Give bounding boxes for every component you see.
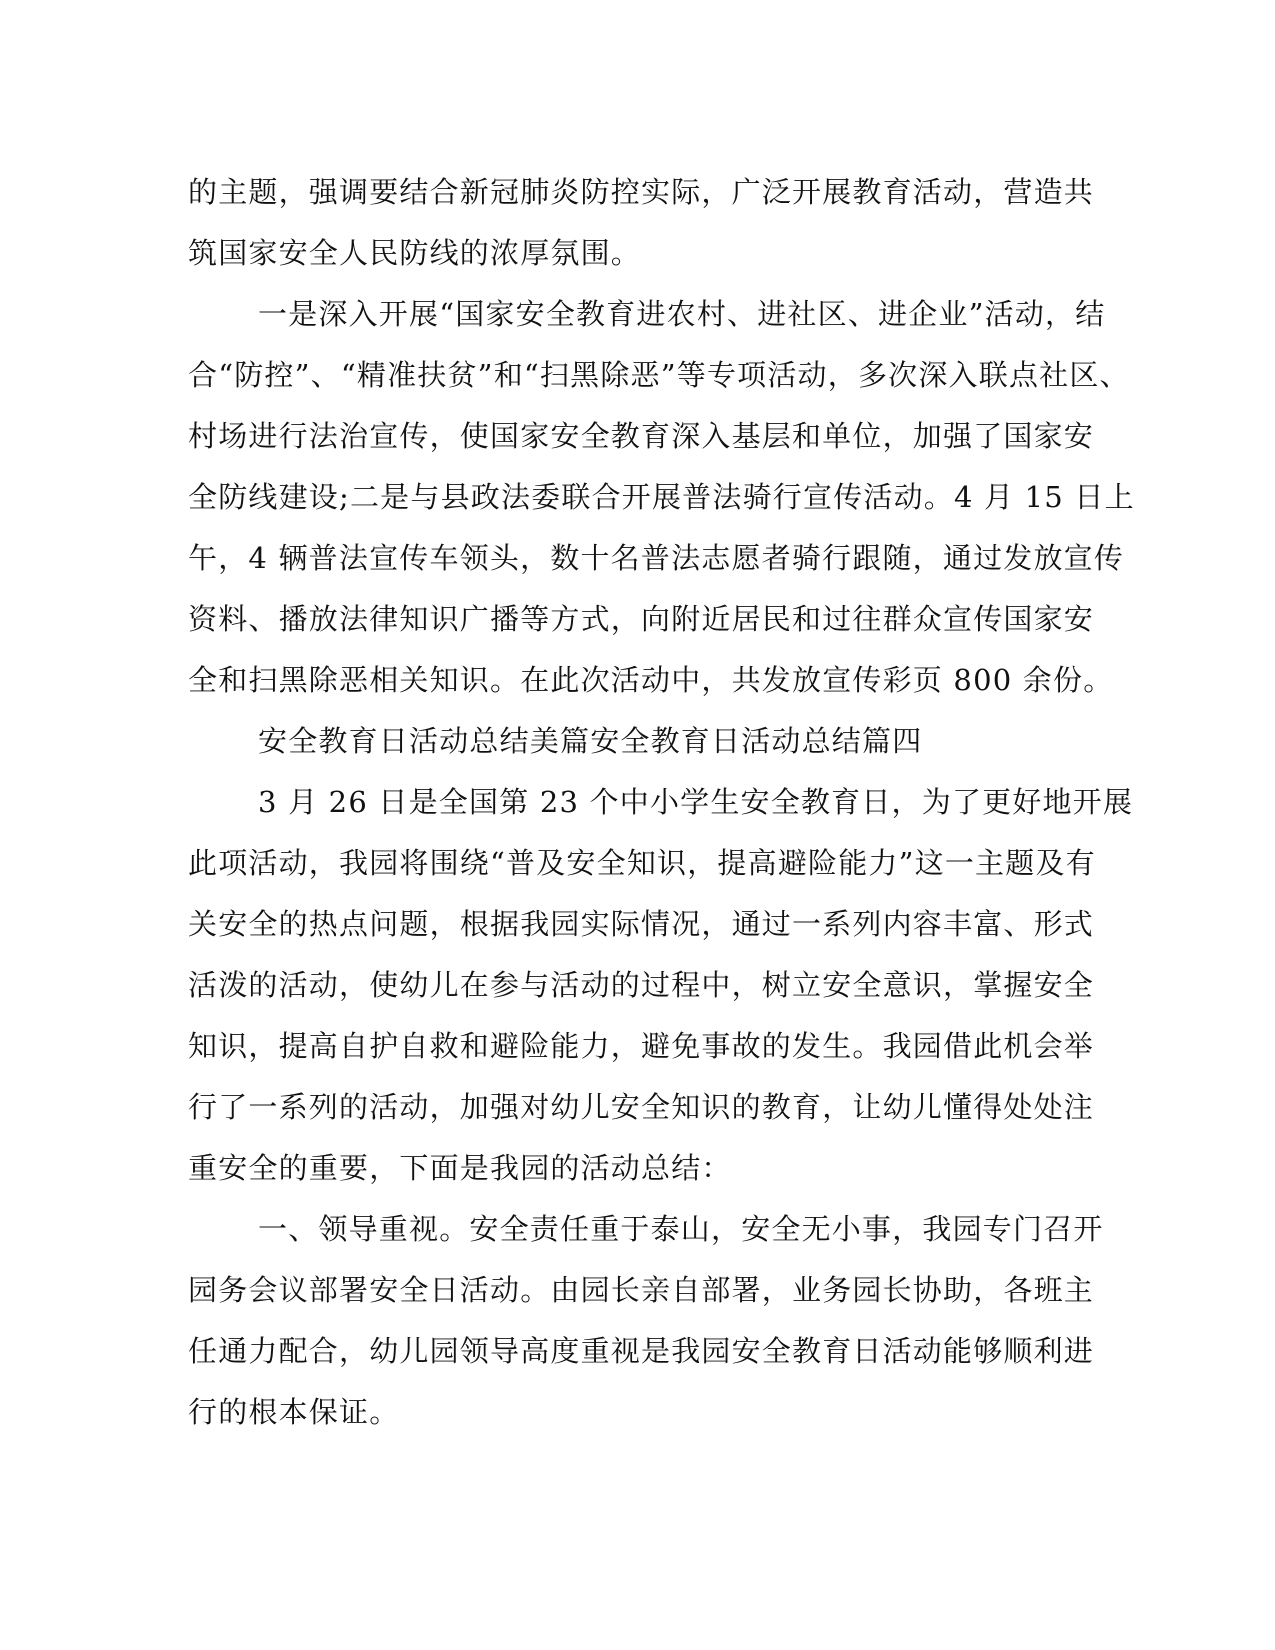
- paragraph-theme-intro: [188, 162, 1095, 284]
- text-line: 午，4 辆普法宣传车领头，数十名普法志愿者骑行跟随，通过发放宣传: [188, 541, 1125, 575]
- text-line: 资料、播放法律知识广播等方式，向附近居民和过往群众宣传国家安: [188, 602, 1095, 636]
- text-line: 重安全的重要，下面是我园的活动总结：: [188, 1151, 732, 1185]
- section-heading: [188, 711, 1068, 772]
- text-line: 合“防控”、“精准扶贫”和“扫黑除恶”等专项活动，多次深入联点社区、: [188, 358, 1130, 392]
- text-line: 一、领导重视。安全责任重于泰山，安全无小事，我园专门召开: [258, 1212, 1104, 1246]
- text-line: 行了一系列的活动，加强对幼儿安全知识的教育，让幼儿懂得处处注: [188, 1090, 1095, 1124]
- text-line: 全和扫黑除恶相关知识。在此次活动中，共发放宣传彩页 800 余份。: [188, 663, 1114, 697]
- heading-line: 安全教育日活动总结美篇安全教育日活动总结篇四: [258, 724, 923, 758]
- text-line: 村场进行法治宣传，使国家安全教育深入基层和单位，加强了国家安: [188, 419, 1095, 453]
- text-line: 一是深入开展“国家安全教育进农村、进社区、进企业”活动，结: [258, 297, 1106, 331]
- text-line: 筑国家安全人民防线的浓厚氛围。: [188, 236, 642, 270]
- text-line: 活泼的活动，使幼儿在参与活动的过程中，树立安全意识，掌握安全: [188, 968, 1095, 1002]
- text-line: 任通力配合，幼儿园领导高度重视是我园安全教育日活动能够顺利进: [188, 1334, 1095, 1368]
- document-body: [188, 162, 1135, 1443]
- text-line: 3 月 26 日是全国第 23 个中小学生安全教育日，为了更好地开展: [258, 785, 1134, 819]
- text-line: 此项活动，我园将围绕“普及安全知识，提高避险能力”这一主题及有: [188, 846, 1096, 880]
- paragraph-safety-day: [188, 772, 1134, 1199]
- text-line: 全防线建设;二是与县政法委联合开展普法骑行宣传活动。4 月 15 日上: [188, 480, 1135, 514]
- text-line: 关安全的热点问题，根据我园实际情况，通过一系列内容丰富、形式: [188, 907, 1095, 941]
- text-line: 知识，提高自护自救和避险能力，避免事故的发生。我园借此机会举: [188, 1029, 1095, 1063]
- text-line: 园务会议部署安全日活动。由园长亲自部署，业务园长协助，各班主: [188, 1273, 1095, 1307]
- paragraph-leadership: [188, 1199, 1104, 1443]
- text-line: 行的根本保证。: [188, 1395, 400, 1429]
- paragraph-activities: [188, 284, 1135, 711]
- text-line: 的主题，强调要结合新冠肺炎防控实际，广泛开展教育活动，营造共: [188, 175, 1095, 209]
